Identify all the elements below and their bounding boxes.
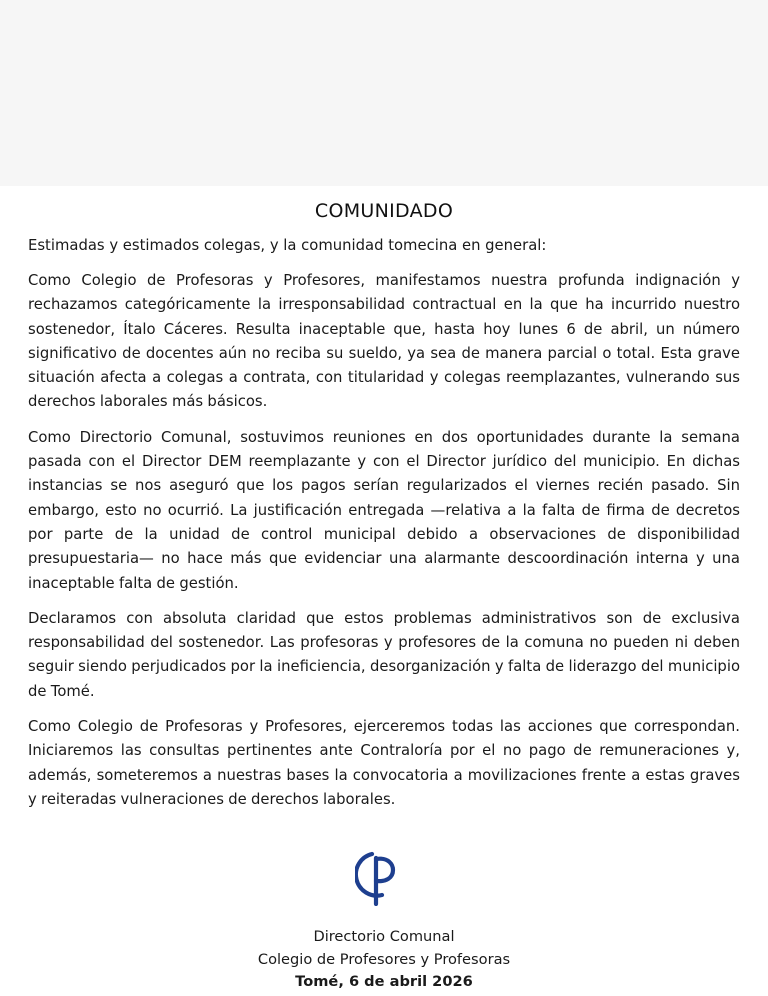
statement-document bbox=[28, 200, 740, 823]
paragraph-responsibility: Declaramos con absoluta claridad que estos problemas administrativos son de exclusiva responsabilidad del sostenedor. Las profesoras y profesores de la comuna no pueden ni deben seguir siendo perjudicados por la ineficiencia, desorganización y falta de liderazgo del municipio de Tomé. bbox=[28, 609, 740, 700]
colegio-profesores-logo-icon bbox=[355, 848, 403, 906]
logo-bowl bbox=[376, 859, 393, 881]
greeting-line: Estimadas y estimados colegas, y la comunidad tomecina en general: bbox=[28, 237, 547, 254]
paragraph-actions: Como Colegio de Profesoras y Profesores, ejerceremos todas las acciones que correspondan. Iniciaremos las consultas pertinentes ante Contraloría por el no pago de remuneraciones y, además, someteremos a nuestras bases la convocatoria a movilizaciones frente a estas graves y reiteradas vulneraciones de derechos laborales. bbox=[28, 718, 740, 808]
signature-colegio: Colegio de Profesores y Profesoras bbox=[257, 950, 511, 968]
signature-directorio: Directorio Comunal bbox=[313, 928, 455, 945]
logo-svg bbox=[355, 848, 403, 906]
paragraph-indignation: Como Colegio de Profesoras y Profesores, manifestamos nuestra profunda indignación y rechazamos categóricamente la irresponsabilidad contractual en la que ha incurrido nuestro sostenedor, Ítalo Cáceres. Resulta inaceptable que, hasta hoy lunes 6 de abril, un número significativo de docentes aún no reciba su sueldo, ya sea de manera parcial o total. Esta grave situación afecta a colegas a contrata, con titularidad y colegas reemplazantes, vulnerando sus derechos laborales más básicos. bbox=[28, 272, 740, 411]
signature-date: Tomé, 6 de abril 2026 bbox=[295, 973, 473, 991]
header-blank-area bbox=[0, 0, 768, 186]
paragraph-meetings: Como Directorio Comunal, sostuvimos reuniones en dos oportunidades durante la semana pasada con el Director DEM reemplazante y con el Director jurídico del municipio. En dichas instancias se nos aseguró que los pagos serían regularizados el viernes recién pasado. Sin embargo, esto no ocurrió. La justificación entregada —relativa a la falta de firma de decretos por parte de la unidad de control municipal debido a observaciones de disponibilidad presupuestaria— no hace más que evidenciar una alarmante descoordinación interna y una inaceptable falta de gestión. bbox=[28, 428, 740, 592]
document-title: COMUNIDADO bbox=[314, 200, 454, 222]
signature-block bbox=[0, 926, 768, 994]
